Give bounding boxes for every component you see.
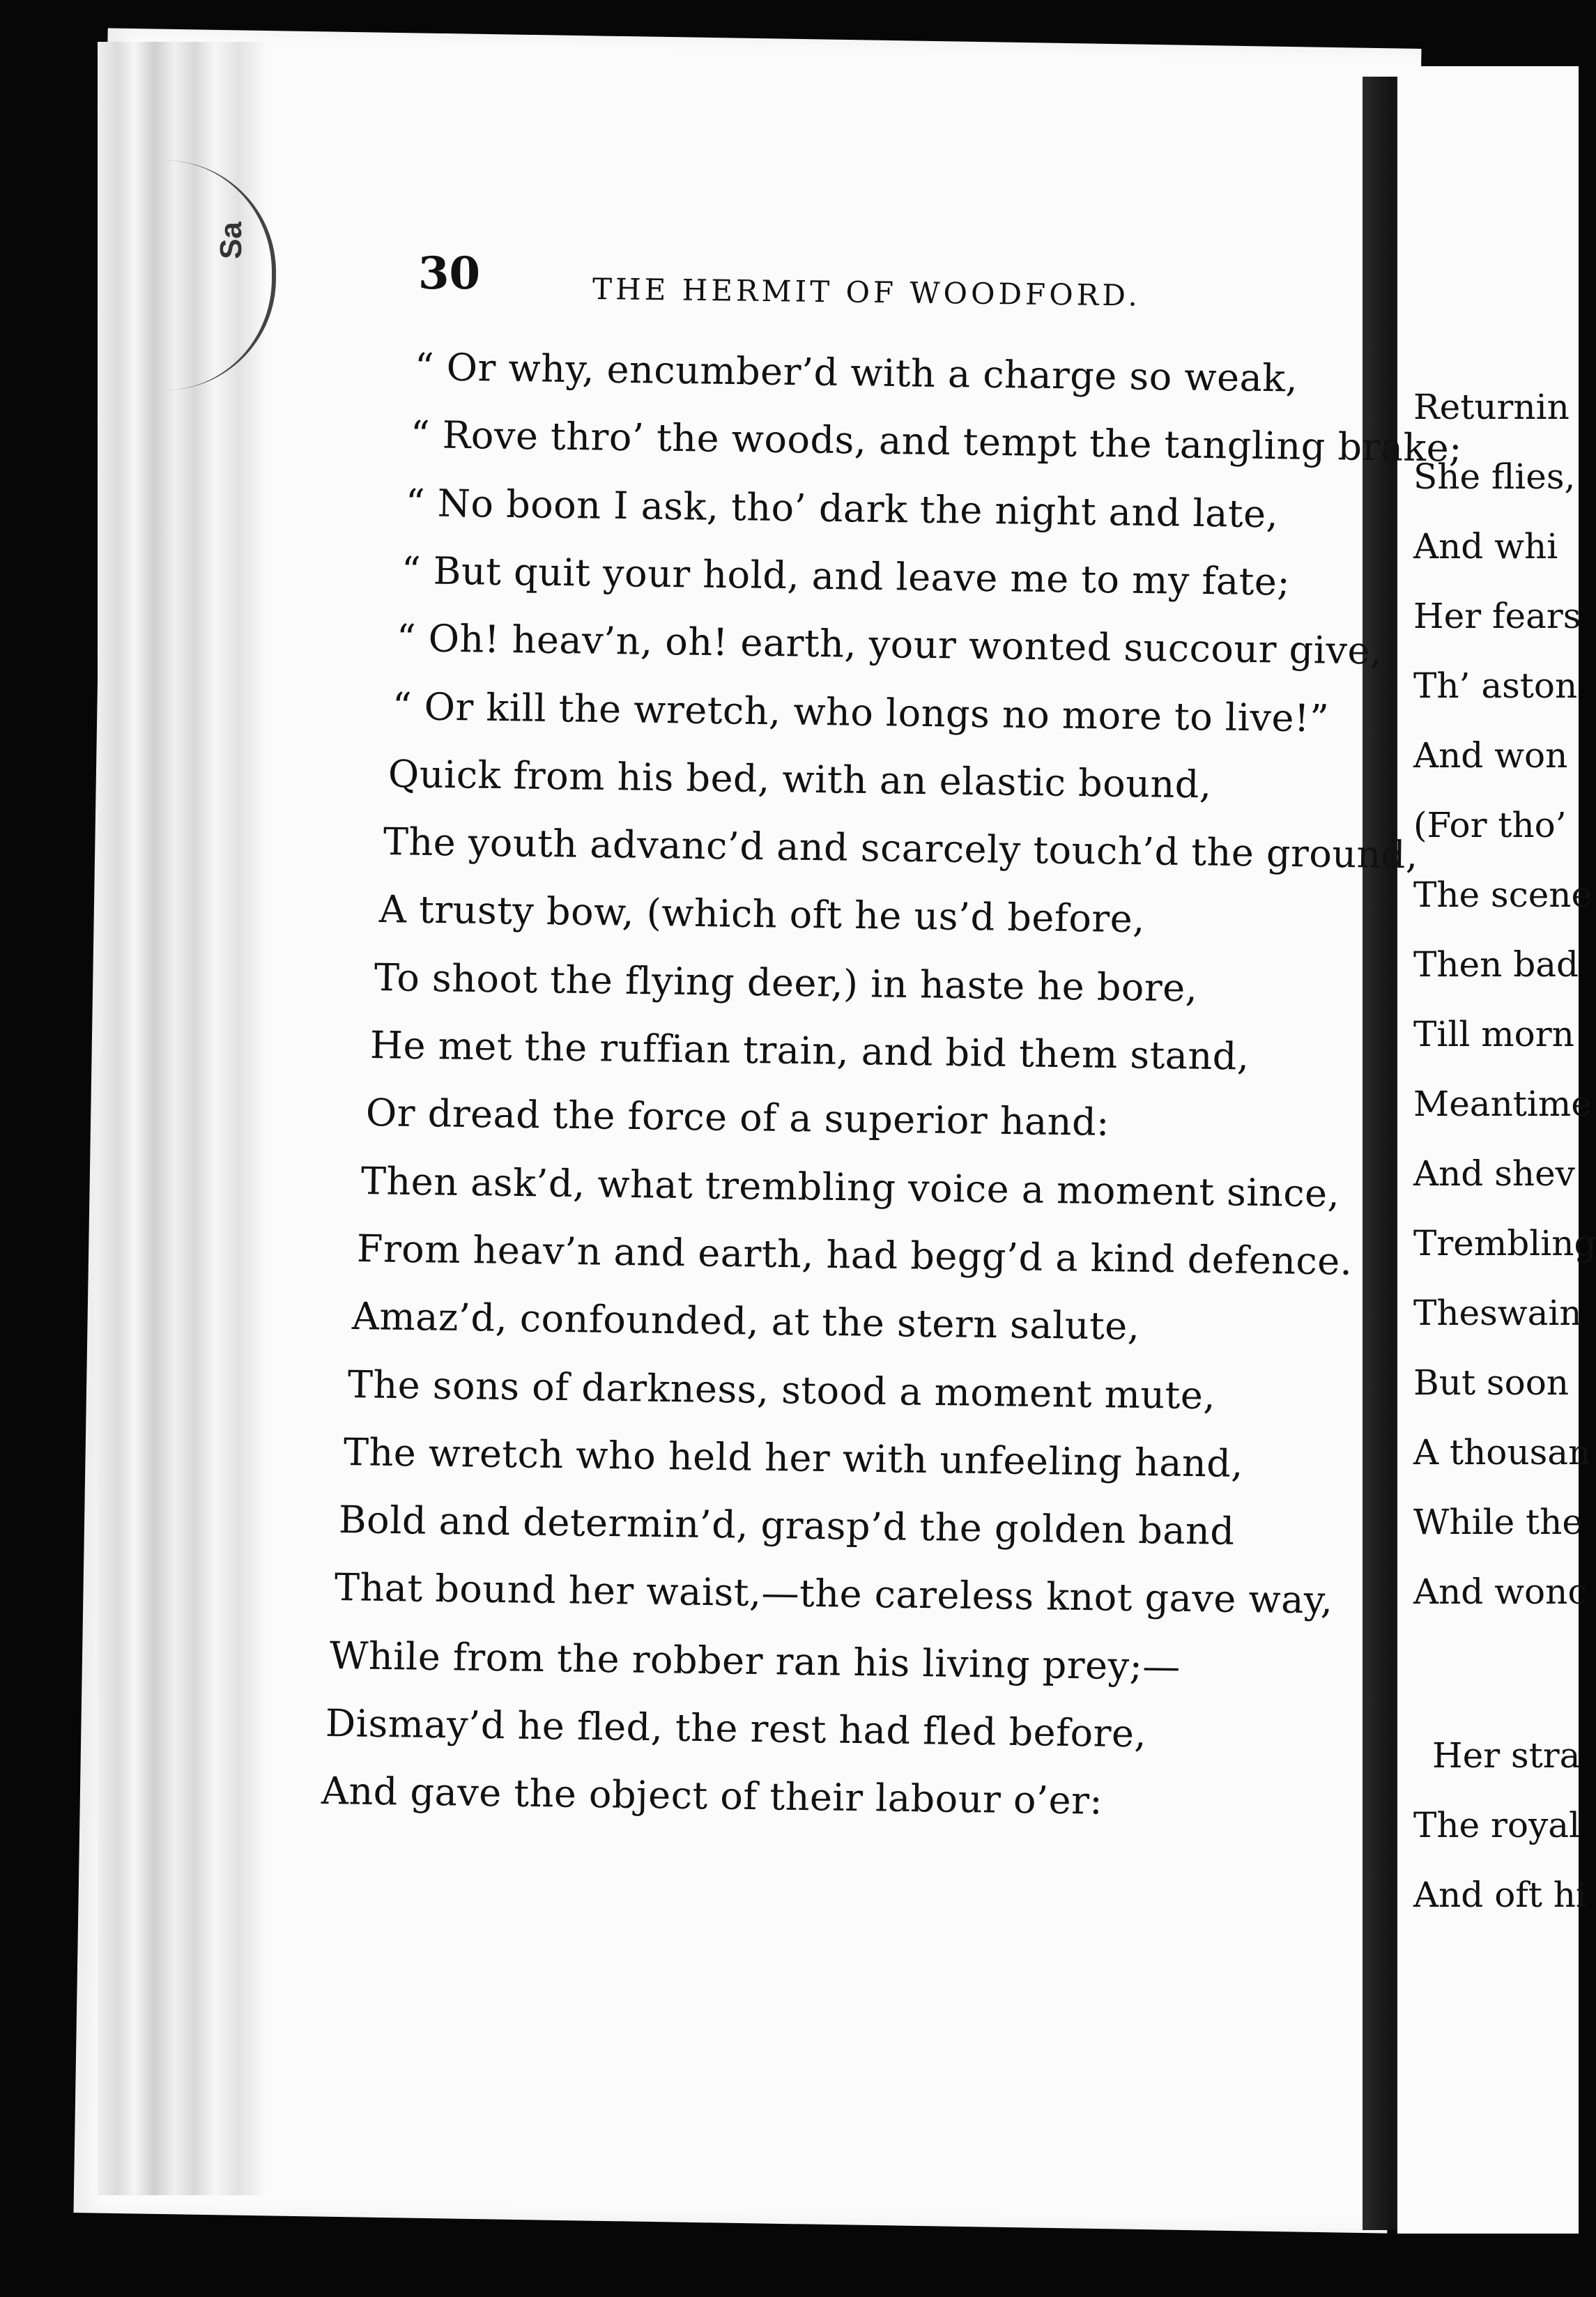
poem-line: “ Oh! heav’n, oh! earth, your wonted succour give, [396,616,1383,673]
poem-line: The youth advanc’d and scarcely touch’d the ground, [383,820,1419,877]
poem-line: To shoot the flying deer,) in haste he bore, [374,955,1199,1011]
poem-line: Or dread the force of a superior hand: [365,1091,1110,1145]
poem-line: Quick from his bed, with an elastic bound, [388,751,1212,807]
poem-line: While from the robber ran his living prey;— [329,1633,1181,1689]
fragment-line: And whi [1413,526,1558,567]
poem-line: “ No boon I ask, tho’ dark the night and late, [405,480,1279,536]
fragment-line: And oft hi [1413,1875,1587,1915]
fragment-line: Trembling [1413,1223,1596,1263]
poem-line: He met the ruffian train, and bid them stand, [369,1023,1250,1079]
fragment-line: Returnin [1413,387,1570,427]
poem-line: That bound her waist,—the careless knot gave way, [334,1565,1333,1623]
poem-line: The wretch who held her with unfeeling hand, [343,1429,1243,1486]
fragment-line: Th’ aston [1413,666,1578,706]
poem-line: Dismay’d he fled, the rest had fled before, [325,1701,1147,1756]
fragment-line: Theswain [1413,1293,1582,1333]
poem-line: The sons of darkness, stood a moment mute, [347,1362,1216,1418]
fragment-line: A thousan [1413,1432,1591,1473]
running-head: THE HERMIT OF WOODFORD. [592,272,1142,313]
poem-line: From heav’n and earth, had begg’d a kind defence. [356,1226,1353,1284]
poem-line: Bold and determin’d, grasp’d the golden band [338,1498,1235,1553]
poem-line: And gave the object of their labour o’er: [321,1769,1103,1823]
poem-line: Amaz’d, confounded, at the stern salute, [351,1294,1141,1349]
fragment-line: Meantime [1413,1084,1592,1124]
fragment-line: She flies, [1413,456,1576,497]
stamp-text: Sa [213,222,248,259]
poem-line: “ Or why, encumber’d with a charge so weak, [414,345,1298,401]
fragment-line: And shev [1413,1153,1575,1194]
fragment-line: But soon [1413,1362,1569,1403]
poem-line: “ But quit your hold, and leave me to my fate; [401,548,1291,604]
poem-line: Then ask’d, what trembling voice a moment since, [360,1158,1340,1215]
fragment-line: Then bad [1413,944,1579,985]
poem-line: A trusty bow, (which oft he us’d before, [378,887,1146,942]
fragment-line: Her stra [1432,1735,1581,1776]
fragment-line: The royal [1413,1805,1581,1845]
page-number: 30 [418,247,481,300]
fragment-line: (For tho’ [1413,805,1567,845]
fragment-line: And wonc [1413,1572,1588,1612]
fragment-line: The scene [1413,875,1593,915]
fragment-line: Till morn [1413,1014,1574,1054]
fragment-line: While the [1413,1502,1583,1542]
fragment-line: And won [1413,735,1568,776]
fragment-line: Her fears [1413,596,1581,636]
poem-line: “ Or kill the wretch, who longs no more to live!” [392,684,1330,741]
poem-line: “ Rove thro’ the woods, and tempt the tangling brake; [410,413,1462,471]
right-page-text [1397,0,1596,2297]
